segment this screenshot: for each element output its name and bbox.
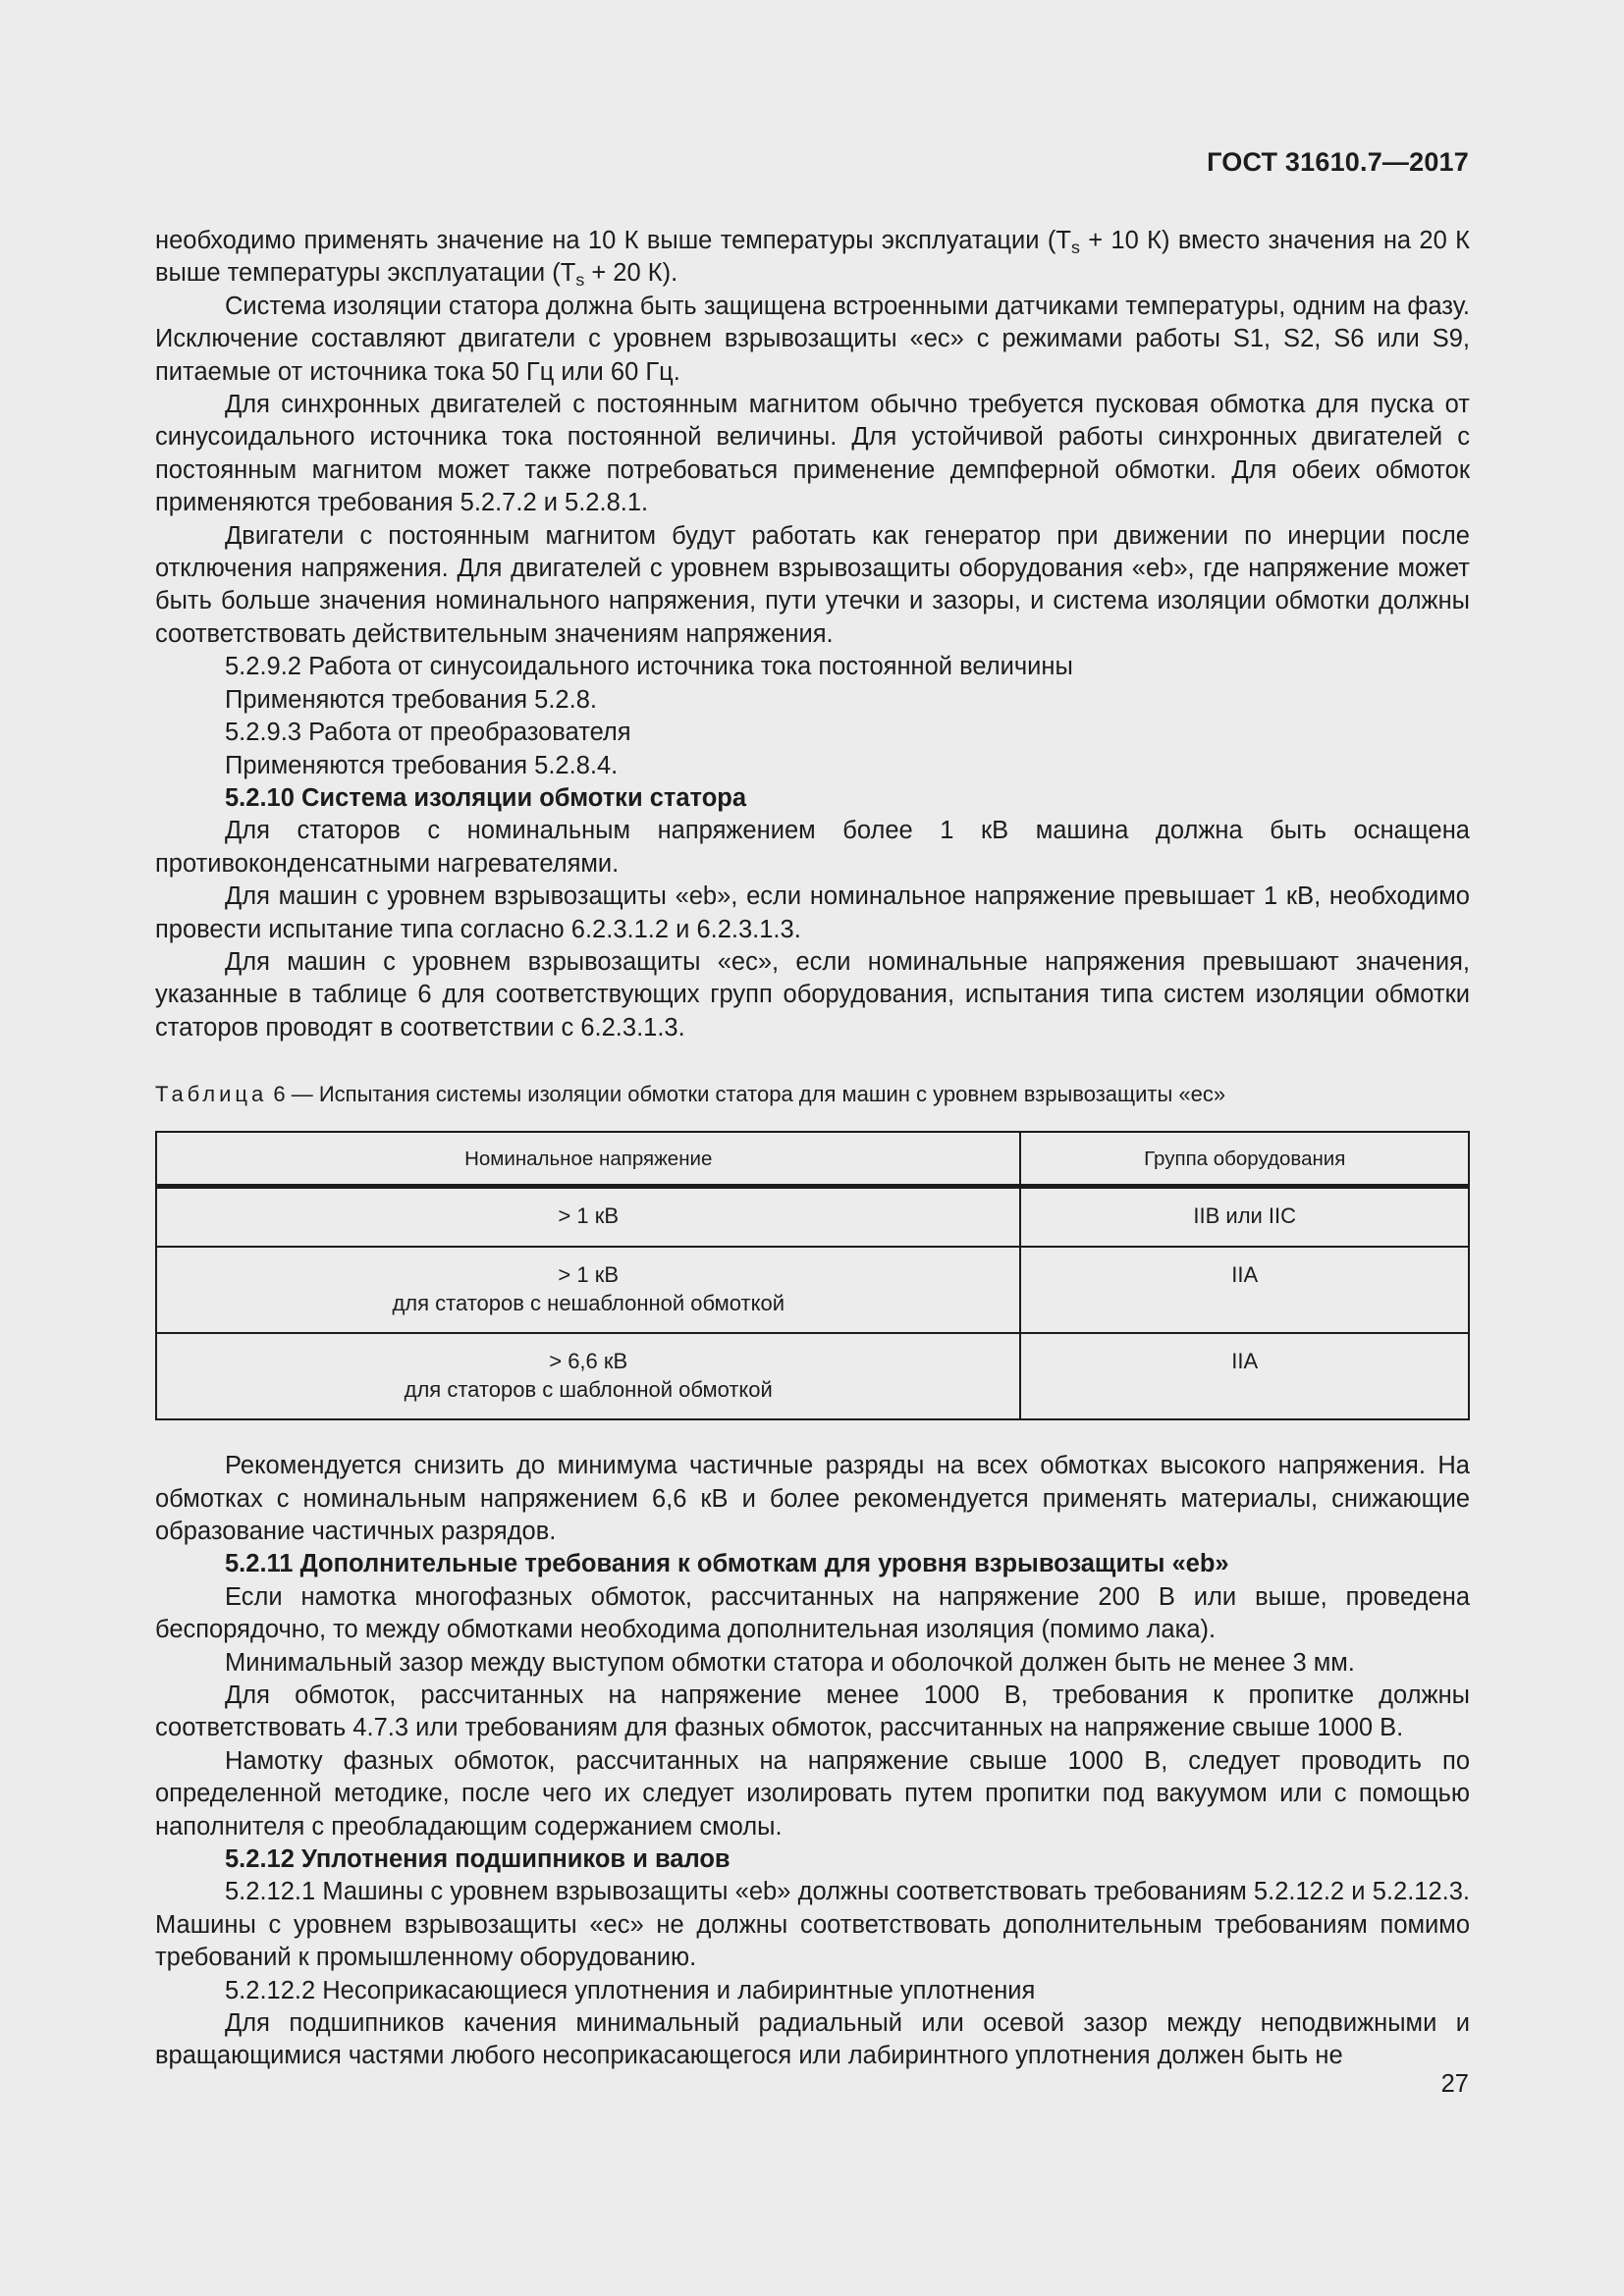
paragraph: Для машин с уровнем взрывозащиты «ес», если номинальные напряжения превышают значения, указанные в таблице 6 для соответствующих групп оборудования, испытания типа систем изоляции обмотки статоров проводят в соответствии с 6.2.3.1.3. [155, 947, 1470, 1041]
paragraph: Намотку фазных обмоток, рассчитанных на напряжение свыше 1000 В, следует проводить по определенной методике, после чего их следует изолировать путем пропитки под вакуумом или с помощью наполнителя с преобладающим содержанием смолы. [155, 1746, 1470, 1841]
paragraph: Для обмоток, рассчитанных на напряжение менее 1000 В, требования к пропитке должны соответствовать 4.7.3 или требованиям для фазных обмоток, рассчитанных на напряжение свыше 1000 В. [155, 1682, 1470, 1742]
paragraph: Применяются требования 5.2.8.4. [225, 751, 619, 779]
table-row [156, 1333, 1469, 1419]
paragraph: необходимо применять значение на 10 К выше температуры эксплуатации ($T_s + 10$ К) вместо значения на 20 К выше температуры эксплуатации ($T_s + 20$ К). [155, 227, 1470, 291]
paragraph: Для статоров с номинальным напряжением более 1 кВ машина должна быть оснащена противоконденсатными нагревателями. [155, 817, 1470, 878]
subsection-title: 5.2.9.3 Работа от преобразователя [225, 719, 631, 747]
table-row [156, 1247, 1469, 1333]
paragraph: Рекомендуется снизить до минимума частичные разряды на всех обмотках высокого напряжения. На обмотках с номинальным напряжением 6,6 кВ и более рекомендуется применять материалы, снижающие образование частичных разрядов. [155, 1452, 1470, 1545]
voltage-cell: > 1 кВ [156, 1187, 1020, 1248]
section-heading: 5.2.11 Дополнительные требования к обмоткам для уровня взрывозащиты «eb» [225, 1550, 1229, 1578]
paragraph: Для подшипников качения минимальный радиальный или осевой зазор между неподвижными и вращающимися частями любого несоприкасающегося или лабиринтного уплотнения должен быть не [155, 2009, 1470, 2070]
subsection-title: 5.2.9.2 Работа от синусоидального источника тока постоянной величины [225, 653, 1073, 681]
section-heading: 5.2.12 Уплотнения подшипников и валов [225, 1845, 731, 1874]
column-header-group: Группа оборудования [1020, 1132, 1469, 1187]
voltage-cell: > 6,6 кВ для статоров с шаблонной обмоткой [156, 1333, 1020, 1419]
table-caption: Таблица 6 — Испытания системы изоляции обмотки статора для машин с уровнем взрывозащиты «ес» [155, 1082, 1226, 1107]
subsection-title: 5.2.12.2 Несоприкасающиеся уплотнения и лабиринтные уплотнения [225, 1976, 1036, 2004]
voltage-cell: > 1 кВ для статоров с нешаблонной обмоткой [156, 1247, 1020, 1333]
paragraph: Применяются требования 5.2.8. [225, 685, 597, 714]
section-heading: 5.2.10 Система изоляции обмотки статора [225, 783, 747, 812]
table-row [156, 1187, 1469, 1248]
paragraph: Для синхронных двигателей с постоянным магнитом обычно требуется пусковая обмотка для пуска от синусоидального источника тока постоянной величины. Для устойчивой работы синхронных двигателей с постоянным магнитом может также потребоваться применение демпферной обмотки. Для обеих обмоток применяются требования 5.2.7.2 и 5.2.8.1. [155, 391, 1470, 517]
document-body [155, 225, 1470, 2073]
table-header-row [156, 1132, 1469, 1187]
paragraph: Двигатели с постоянным магнитом будут работать как генератор при движении по инерции после отключения напряжения. Для двигателей с уровнем взрывозащиты оборудования «eb», где напряжение может быть больше значения номинального напряжения, пути утечки и зазоры, и система изоляции обмотки должны соответствовать действительным значениям напряжения. [155, 521, 1470, 648]
paragraph: Для машин с уровнем взрывозащиты «eb», если номинальное напряжение превышает 1 кВ, необходимо провести испытание типа согласно 6.2.3.1.2 и 6.2.3.1.3. [155, 882, 1470, 943]
column-header-voltage: Номинальное напряжение [156, 1132, 1020, 1187]
group-cell: IIA [1020, 1333, 1469, 1419]
paragraph: Если намотка многофазных обмоток, рассчитанных на напряжение 200 В или выше, проведена беспорядочно, то между обмотками необходима дополнительная изоляция (помимо лака). [155, 1582, 1470, 1644]
paragraph: Минимальный зазор между выступом обмотки статора и оболочкой должен быть не менее 3 мм. [225, 1648, 1355, 1677]
document-code-header: ГОСТ 31610.7—2017 [1207, 147, 1469, 177]
paragraph: Система изоляции статора должна быть защищена встроенными датчиками температуры, одним на фазу. Исключение составляют двигатели с уровнем взрывозащиты «ес» с режимами работы S1, S2, S6 или S9, питаемые от источника тока 50 Гц или 60 Гц. [155, 292, 1470, 386]
paragraph: 5.2.12.1 Машины с уровнем взрывозащиты «eb» должны соответствовать требованиям 5.2.12.2 и 5.2.12.3. Машины с уровнем взрывозащиты «ес» не должны соответствовать дополнительным требованиям помимо требований к промышленному оборудованию. [155, 1878, 1470, 1972]
group-cell: IIA [1020, 1247, 1469, 1333]
group-cell: IIB или IIC [1020, 1187, 1469, 1248]
voltage-table [155, 1131, 1470, 1420]
page-number: 27 [1440, 2070, 1469, 2098]
